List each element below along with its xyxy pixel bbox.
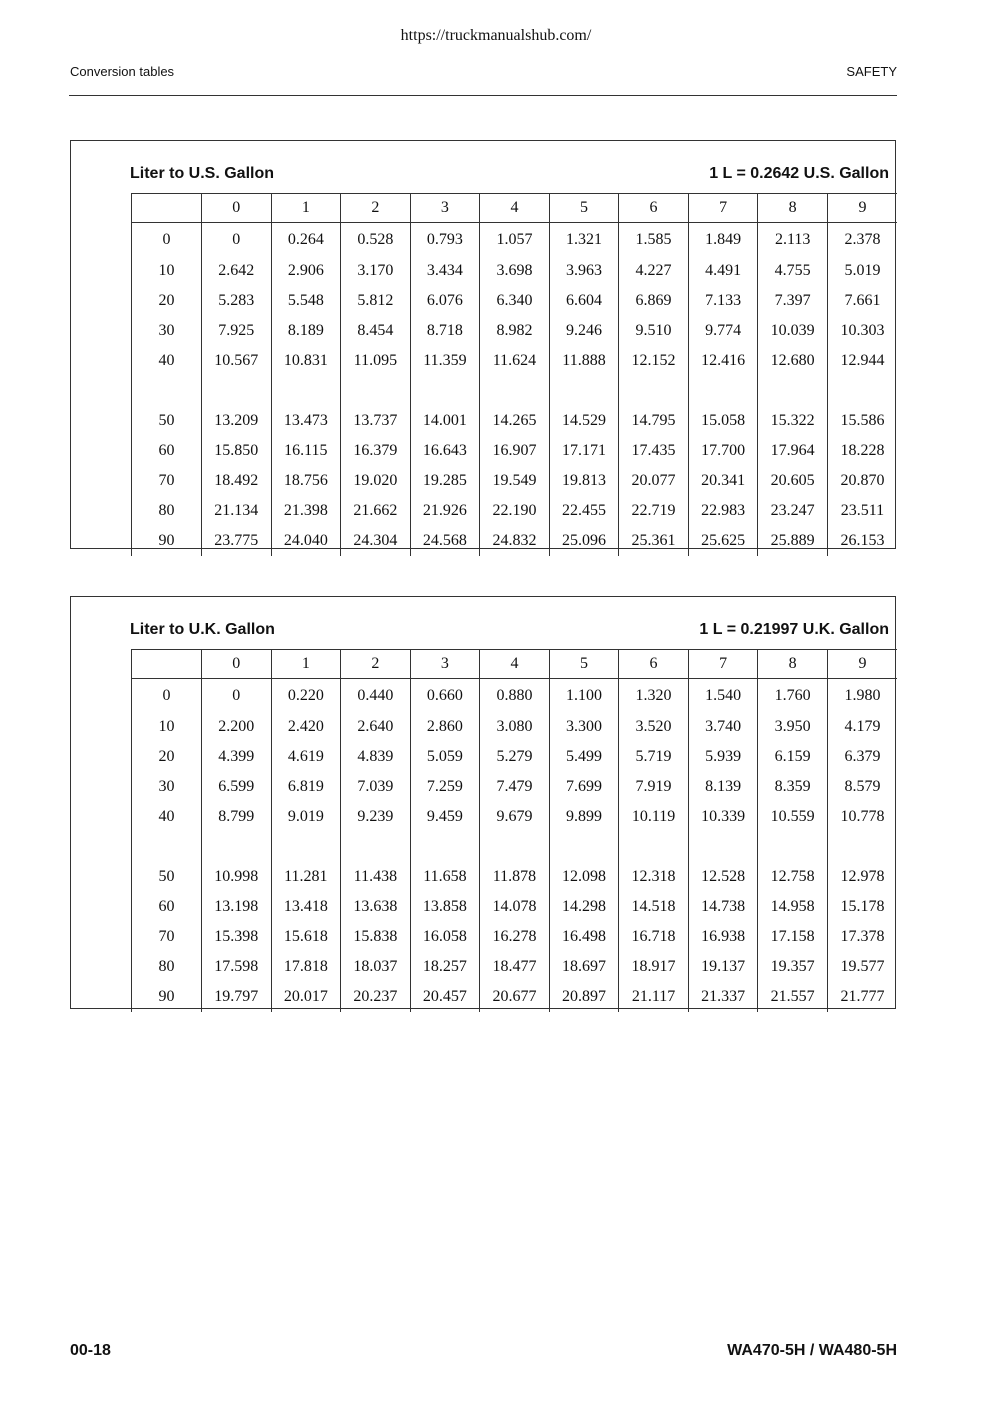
table-cell: 9.239 xyxy=(341,802,411,832)
chapter-label: SAFETY xyxy=(846,64,897,79)
table-cell: 6.819 xyxy=(271,772,341,802)
header-divider xyxy=(69,95,897,96)
row-label: 30 xyxy=(132,772,202,802)
table-cell: 8.579 xyxy=(827,772,897,802)
table-cell: 8.359 xyxy=(758,772,828,802)
table-cell: 3.520 xyxy=(619,712,689,742)
table-cell: 16.907 xyxy=(480,436,550,466)
table-cell: 21.926 xyxy=(410,496,480,526)
table-cell: 8.189 xyxy=(271,316,341,346)
table-cell: 0.264 xyxy=(271,223,341,257)
table-cell: 20.677 xyxy=(480,982,550,1012)
column-header: 5 xyxy=(549,194,619,223)
row-label: 70 xyxy=(132,922,202,952)
table-cell: 21.337 xyxy=(688,982,758,1012)
table-cell: 12.152 xyxy=(619,346,689,376)
table-cell: 25.625 xyxy=(688,526,758,556)
corner-cell xyxy=(132,194,202,223)
table-cell: 1.760 xyxy=(758,679,828,713)
table-cell: 3.434 xyxy=(410,256,480,286)
table-cell: 1.540 xyxy=(688,679,758,713)
table-cell: 2.113 xyxy=(758,223,828,257)
table-cell: 2.378 xyxy=(827,223,897,257)
row-label: 40 xyxy=(132,802,202,832)
table-cell: 6.604 xyxy=(549,286,619,316)
table-row xyxy=(132,862,898,892)
table-cell: 10.119 xyxy=(619,802,689,832)
table-cell: 14.518 xyxy=(619,892,689,922)
table-cell: 1.100 xyxy=(549,679,619,713)
section-title: Conversion tables xyxy=(70,64,175,79)
table-row xyxy=(132,346,898,376)
conversion-factor: 1 L = 0.21997 U.K. Gallon xyxy=(699,621,889,638)
column-header: 0 xyxy=(202,194,272,223)
table-cell: 2.860 xyxy=(410,712,480,742)
table-cell: 10.339 xyxy=(688,802,758,832)
table-row xyxy=(132,223,898,257)
table-cell: 11.878 xyxy=(480,862,550,892)
table-cell: 19.577 xyxy=(827,952,897,982)
table-cell: 7.039 xyxy=(341,772,411,802)
table-cell: 1.320 xyxy=(619,679,689,713)
table-cell: 20.897 xyxy=(549,982,619,1012)
table-cell: 25.889 xyxy=(758,526,828,556)
table-cell: 8.982 xyxy=(480,316,550,346)
table-cell: 2.200 xyxy=(202,712,272,742)
table-cell: 0.440 xyxy=(341,679,411,713)
page-number: 00-18 xyxy=(70,1342,111,1359)
table-cell: 11.888 xyxy=(549,346,619,376)
table-cell: 17.700 xyxy=(688,436,758,466)
table-cell: 10.831 xyxy=(271,346,341,376)
table-cell: 5.548 xyxy=(271,286,341,316)
table-cell: 13.209 xyxy=(202,406,272,436)
row-label: 80 xyxy=(132,952,202,982)
column-header: 3 xyxy=(410,650,480,679)
table-cell: 22.455 xyxy=(549,496,619,526)
table-cell: 22.190 xyxy=(480,496,550,526)
table-cell: 16.718 xyxy=(619,922,689,952)
table-cell: 13.638 xyxy=(341,892,411,922)
table-cell: 2.642 xyxy=(202,256,272,286)
column-header: 8 xyxy=(758,194,828,223)
table-cell: 8.454 xyxy=(341,316,411,346)
table-cell: 0.880 xyxy=(480,679,550,713)
table-cell: 17.435 xyxy=(619,436,689,466)
table-cell: 4.399 xyxy=(202,742,272,772)
table-row xyxy=(132,679,898,713)
table-cell: 15.586 xyxy=(827,406,897,436)
table-cell: 19.797 xyxy=(202,982,272,1012)
table-cell: 24.568 xyxy=(410,526,480,556)
table-cell: 10.567 xyxy=(202,346,272,376)
table-cell: 17.158 xyxy=(758,922,828,952)
uk-gallon-table-box xyxy=(70,596,896,1009)
table-cell: 13.473 xyxy=(271,406,341,436)
column-header: 2 xyxy=(341,194,411,223)
table-cell: 19.813 xyxy=(549,466,619,496)
table-cell: 5.719 xyxy=(619,742,689,772)
table-cell: 0.793 xyxy=(410,223,480,257)
table-cell: 0 xyxy=(202,223,272,257)
table-cell: 13.858 xyxy=(410,892,480,922)
table-cell: 18.037 xyxy=(341,952,411,982)
column-header: 1 xyxy=(271,650,341,679)
table-row xyxy=(132,406,898,436)
source-url: https://truckmanualshub.com/ xyxy=(400,27,592,44)
row-label: 60 xyxy=(132,892,202,922)
table-cell: 7.661 xyxy=(827,286,897,316)
column-header: 1 xyxy=(271,194,341,223)
row-label: 10 xyxy=(132,712,202,742)
table-cell: 4.491 xyxy=(688,256,758,286)
table-row xyxy=(132,892,898,922)
table-cell: 21.117 xyxy=(619,982,689,1012)
table-cell: 6.379 xyxy=(827,742,897,772)
table-cell: 24.304 xyxy=(341,526,411,556)
row-label: 60 xyxy=(132,436,202,466)
table-cell: 9.510 xyxy=(619,316,689,346)
table-row xyxy=(132,772,898,802)
table-cell: 12.098 xyxy=(549,862,619,892)
table-cell: 19.357 xyxy=(758,952,828,982)
table-cell: 7.699 xyxy=(549,772,619,802)
table-cell: 14.001 xyxy=(410,406,480,436)
table-title: Liter to U.S. Gallon xyxy=(130,165,275,182)
table-cell: 20.237 xyxy=(341,982,411,1012)
table-cell: 20.457 xyxy=(410,982,480,1012)
table-cell: 17.964 xyxy=(758,436,828,466)
table-cell: 3.698 xyxy=(480,256,550,286)
row-label: 50 xyxy=(132,862,202,892)
column-header: 2 xyxy=(341,650,411,679)
table-cell: 12.528 xyxy=(688,862,758,892)
table-row xyxy=(132,496,898,526)
table-cell: 1.057 xyxy=(480,223,550,257)
row-label: 10 xyxy=(132,256,202,286)
table-row xyxy=(132,436,898,466)
table-cell: 23.247 xyxy=(758,496,828,526)
column-header: 5 xyxy=(549,650,619,679)
table-cell: 19.137 xyxy=(688,952,758,982)
table-cell: 11.095 xyxy=(341,346,411,376)
table-cell: 23.511 xyxy=(827,496,897,526)
table-cell: 2.906 xyxy=(271,256,341,286)
table-cell: 6.340 xyxy=(480,286,550,316)
table-cell: 7.259 xyxy=(410,772,480,802)
table-cell: 16.643 xyxy=(410,436,480,466)
table-cell: 9.774 xyxy=(688,316,758,346)
table-cell: 16.115 xyxy=(271,436,341,466)
table-cell: 5.939 xyxy=(688,742,758,772)
table-cell: 6.159 xyxy=(758,742,828,772)
table-cell: 21.662 xyxy=(341,496,411,526)
table-cell: 14.298 xyxy=(549,892,619,922)
row-label: 30 xyxy=(132,316,202,346)
table-cell: 9.459 xyxy=(410,802,480,832)
table-cell: 11.438 xyxy=(341,862,411,892)
table-row xyxy=(132,526,898,556)
table-cell: 7.919 xyxy=(619,772,689,802)
table-cell: 3.740 xyxy=(688,712,758,742)
row-label: 40 xyxy=(132,346,202,376)
table-row xyxy=(132,922,898,952)
table-cell: 4.755 xyxy=(758,256,828,286)
table-cell: 14.958 xyxy=(758,892,828,922)
table-cell: 10.039 xyxy=(758,316,828,346)
table-cell: 3.300 xyxy=(549,712,619,742)
table-cell: 14.738 xyxy=(688,892,758,922)
table-cell: 10.303 xyxy=(827,316,897,346)
table-row xyxy=(132,316,898,346)
table-cell: 5.283 xyxy=(202,286,272,316)
column-header: 9 xyxy=(827,194,897,223)
table-cell: 8.139 xyxy=(688,772,758,802)
table-cell: 18.756 xyxy=(271,466,341,496)
header-row xyxy=(132,650,898,679)
table-cell: 20.870 xyxy=(827,466,897,496)
model-name: WA470-5H / WA480-5H xyxy=(727,1342,897,1359)
table-cell: 2.420 xyxy=(271,712,341,742)
table-cell: 11.624 xyxy=(480,346,550,376)
table-cell: 18.917 xyxy=(619,952,689,982)
table-cell: 18.697 xyxy=(549,952,619,982)
table-cell: 7.479 xyxy=(480,772,550,802)
header-row xyxy=(132,194,898,223)
table-cell: 5.812 xyxy=(341,286,411,316)
table-cell: 21.557 xyxy=(758,982,828,1012)
table-cell: 1.980 xyxy=(827,679,897,713)
column-header: 3 xyxy=(410,194,480,223)
table-row xyxy=(132,466,898,496)
table-cell: 4.227 xyxy=(619,256,689,286)
table-cell: 21.777 xyxy=(827,982,897,1012)
table-cell: 15.398 xyxy=(202,922,272,952)
column-header: 7 xyxy=(688,194,758,223)
table-cell: 13.737 xyxy=(341,406,411,436)
table-cell: 15.618 xyxy=(271,922,341,952)
table-cell: 15.322 xyxy=(758,406,828,436)
table-cell: 9.899 xyxy=(549,802,619,832)
table-cell: 5.279 xyxy=(480,742,550,772)
spacer-row xyxy=(132,832,898,862)
table-cell: 20.077 xyxy=(619,466,689,496)
table-cell: 18.477 xyxy=(480,952,550,982)
table-cell: 8.718 xyxy=(410,316,480,346)
table-cell: 16.278 xyxy=(480,922,550,952)
table-cell: 0.528 xyxy=(341,223,411,257)
table-row xyxy=(132,802,898,832)
row-label: 20 xyxy=(132,742,202,772)
table-cell: 14.078 xyxy=(480,892,550,922)
table-cell: 10.559 xyxy=(758,802,828,832)
table-cell: 4.839 xyxy=(341,742,411,772)
table-row xyxy=(132,256,898,286)
table-cell: 12.978 xyxy=(827,862,897,892)
column-header: 4 xyxy=(480,194,550,223)
table-cell: 1.849 xyxy=(688,223,758,257)
table-cell: 12.680 xyxy=(758,346,828,376)
table-cell: 6.076 xyxy=(410,286,480,316)
table-cell: 20.341 xyxy=(688,466,758,496)
table-cell: 3.170 xyxy=(341,256,411,286)
table-cell: 19.020 xyxy=(341,466,411,496)
column-header: 8 xyxy=(758,650,828,679)
table-cell: 18.257 xyxy=(410,952,480,982)
table-cell: 16.938 xyxy=(688,922,758,952)
table-cell: 9.019 xyxy=(271,802,341,832)
table-cell: 4.619 xyxy=(271,742,341,772)
table-cell: 1.585 xyxy=(619,223,689,257)
table-cell: 23.775 xyxy=(202,526,272,556)
conversion-table xyxy=(131,649,897,1012)
table-cell: 17.378 xyxy=(827,922,897,952)
table-cell: 6.599 xyxy=(202,772,272,802)
table-cell: 16.058 xyxy=(410,922,480,952)
column-header: 7 xyxy=(688,650,758,679)
table-cell: 12.416 xyxy=(688,346,758,376)
table-cell: 0 xyxy=(202,679,272,713)
row-label: 90 xyxy=(132,526,202,556)
table-cell: 7.397 xyxy=(758,286,828,316)
table-cell: 15.178 xyxy=(827,892,897,922)
table-cell: 9.246 xyxy=(549,316,619,346)
table-cell: 21.134 xyxy=(202,496,272,526)
table-cell: 11.658 xyxy=(410,862,480,892)
table-cell: 19.285 xyxy=(410,466,480,496)
table-cell: 16.498 xyxy=(549,922,619,952)
table-cell: 22.719 xyxy=(619,496,689,526)
row-label: 50 xyxy=(132,406,202,436)
table-cell: 17.818 xyxy=(271,952,341,982)
corner-cell xyxy=(132,650,202,679)
table-cell: 21.398 xyxy=(271,496,341,526)
table-cell: 12.758 xyxy=(758,862,828,892)
table-cell: 15.838 xyxy=(341,922,411,952)
table-cell: 14.265 xyxy=(480,406,550,436)
table-cell: 5.059 xyxy=(410,742,480,772)
table-cell: 12.318 xyxy=(619,862,689,892)
table-cell: 12.944 xyxy=(827,346,897,376)
table-cell: 1.321 xyxy=(549,223,619,257)
conversion-factor: 1 L = 0.2642 U.S. Gallon xyxy=(709,165,889,182)
table-cell: 4.179 xyxy=(827,712,897,742)
table-cell: 13.418 xyxy=(271,892,341,922)
table-cell: 20.017 xyxy=(271,982,341,1012)
table-cell: 5.019 xyxy=(827,256,897,286)
table-cell: 15.850 xyxy=(202,436,272,466)
table-cell: 16.379 xyxy=(341,436,411,466)
table-cell: 17.171 xyxy=(549,436,619,466)
table-cell: 24.040 xyxy=(271,526,341,556)
us-gallon-table-box xyxy=(70,140,896,549)
row-label: 0 xyxy=(132,223,202,257)
row-label: 80 xyxy=(132,496,202,526)
table-cell: 3.963 xyxy=(549,256,619,286)
row-label: 20 xyxy=(132,286,202,316)
table-cell: 7.133 xyxy=(688,286,758,316)
table-row xyxy=(132,742,898,772)
spacer-row xyxy=(132,376,898,406)
table-cell: 20.605 xyxy=(758,466,828,496)
table-cell: 17.598 xyxy=(202,952,272,982)
table-cell: 14.795 xyxy=(619,406,689,436)
table-cell: 15.058 xyxy=(688,406,758,436)
table-cell: 19.549 xyxy=(480,466,550,496)
table-cell: 8.799 xyxy=(202,802,272,832)
table-cell: 11.359 xyxy=(410,346,480,376)
column-header: 6 xyxy=(619,650,689,679)
table-cell: 11.281 xyxy=(271,862,341,892)
row-label: 70 xyxy=(132,466,202,496)
table-cell: 25.096 xyxy=(549,526,619,556)
table-cell: 26.153 xyxy=(827,526,897,556)
table-cell: 9.679 xyxy=(480,802,550,832)
table-cell: 10.778 xyxy=(827,802,897,832)
table-cell: 7.925 xyxy=(202,316,272,346)
column-header: 6 xyxy=(619,194,689,223)
table-cell: 14.529 xyxy=(549,406,619,436)
row-label: 90 xyxy=(132,982,202,1012)
table-cell: 10.998 xyxy=(202,862,272,892)
table-cell: 13.198 xyxy=(202,892,272,922)
table-cell: 25.361 xyxy=(619,526,689,556)
table-row xyxy=(132,982,898,1012)
table-cell: 0.220 xyxy=(271,679,341,713)
table-cell: 6.869 xyxy=(619,286,689,316)
table-cell: 18.228 xyxy=(827,436,897,466)
column-header: 9 xyxy=(827,650,897,679)
column-header: 0 xyxy=(202,650,272,679)
table-cell: 24.832 xyxy=(480,526,550,556)
table-row xyxy=(132,286,898,316)
table-cell: 3.080 xyxy=(480,712,550,742)
table-cell: 3.950 xyxy=(758,712,828,742)
table-cell: 0.660 xyxy=(410,679,480,713)
conversion-table xyxy=(131,193,897,556)
table-cell: 22.983 xyxy=(688,496,758,526)
table-title: Liter to U.K. Gallon xyxy=(130,621,275,638)
row-label: 0 xyxy=(132,679,202,713)
table-cell: 5.499 xyxy=(549,742,619,772)
table-row xyxy=(132,712,898,742)
table-cell: 18.492 xyxy=(202,466,272,496)
table-cell: 2.640 xyxy=(341,712,411,742)
column-header: 4 xyxy=(480,650,550,679)
table-row xyxy=(132,952,898,982)
